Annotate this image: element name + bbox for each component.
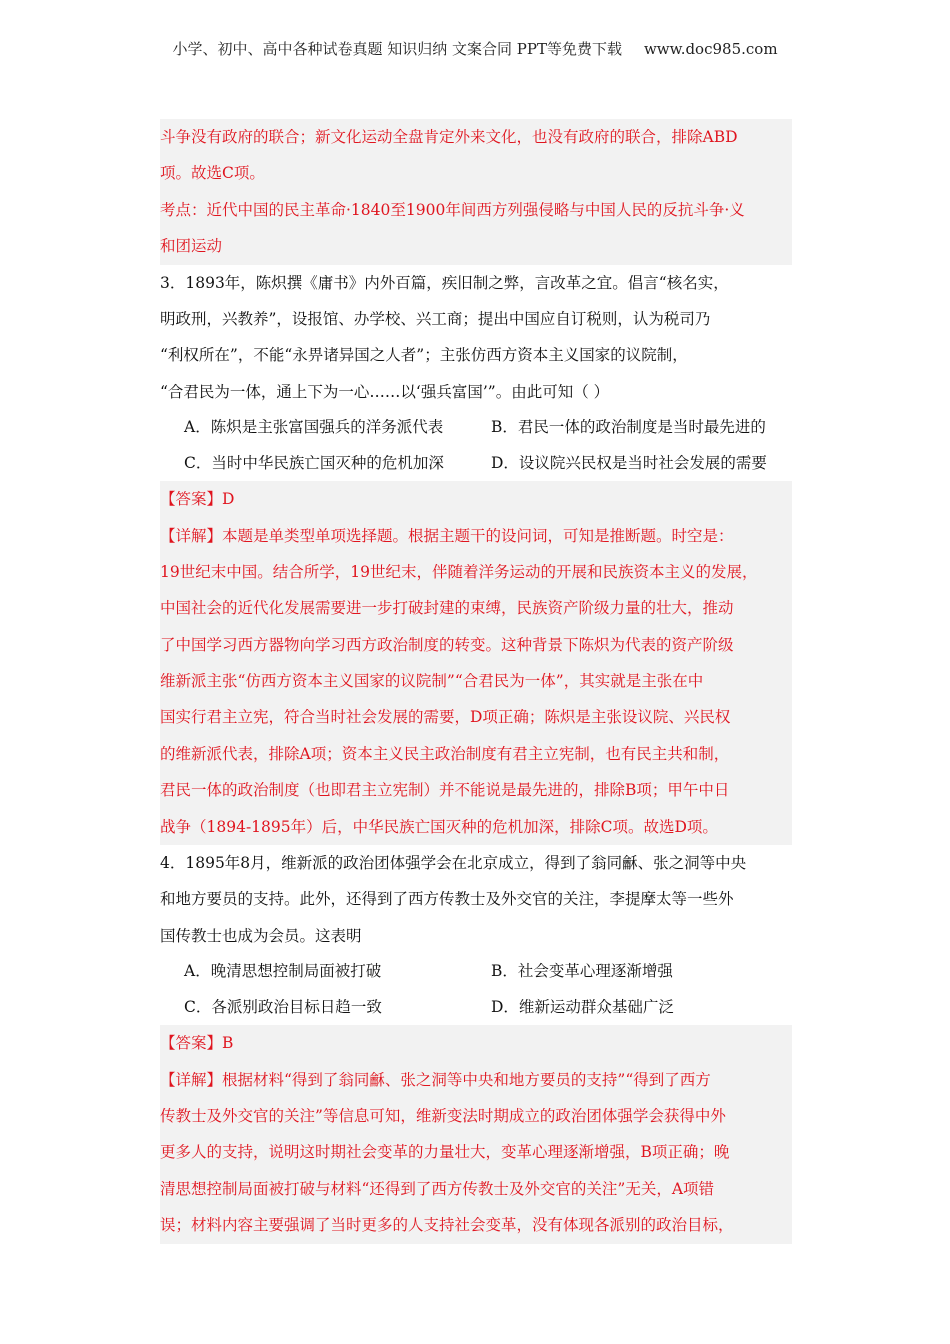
answer-block-3	[160, 481, 792, 845]
option-a: A．晚清思想控制局面被打破	[184, 962, 382, 981]
detail-line: 的维新派代表，排除A项；资本主义民主政治制度有君主立宪制，也有民主共和制，	[160, 744, 730, 763]
detail-line: 国实行君主立宪，符合当时社会发展的需要，D项正确；陈炽是主张设议院、兴民权	[160, 708, 731, 727]
header-text: 小学、初中、高中各种试卷真题 知识归纳 文案合同 PPT等免费下载	[172, 40, 622, 58]
question-line: “合君民为一体，通上下为一心……以‘强兵富国’”。由此可知（ ）	[160, 382, 610, 401]
options-row	[160, 446, 792, 482]
option-a: A．陈炽是主张富国强兵的洋务派代表	[184, 418, 444, 437]
question-line: 和地方要员的支持。此外，还得到了西方传教士及外交官的关注，李提摩太等一些外	[160, 890, 734, 909]
text-line: 考点：近代中国的民主革命·1840至1900年间西方列强侵略与中国人民的反抗斗争·义	[160, 200, 745, 219]
text-line: 斗争没有政府的联合；新文化运动全盘肯定外来文化，也没有政府的联合，排除ABD	[160, 128, 738, 146]
question-line: 国传教士也成为会员。这表明	[160, 926, 362, 945]
options-row	[160, 990, 792, 1026]
question-line: 3．1893年，陈炽撰《庸书》内外百篇，疾旧制之弊，言改革之宜。倡言“核名实，	[160, 273, 729, 292]
text-line: 和团运动	[160, 237, 223, 256]
answer-label: 【答案】	[160, 490, 223, 509]
option-b: B．社会变革心理逐渐增强	[491, 962, 673, 981]
detail-line: 误；材料内容主要强调了当时更多的人支持社会变革，没有体现各派别的政治目标，	[160, 1216, 734, 1235]
detail-line: 中国社会的近代化发展需要进一步打破封建的束缚，民族资产阶级力量的壮大，推动	[160, 599, 734, 618]
question-line: 明政刑，兴教养”，设报馆、办学校、兴工商；提出中国应自订税则，认为税司乃	[160, 309, 711, 328]
question-line: 4．1895年8月，维新派的政治团体强学会在北京成立，得到了翁同龢、张之洞等中央	[160, 854, 747, 873]
answer-value: D	[222, 490, 235, 509]
detail-line: 传教士及外交官的关注”等信息可知，维新变法时期成立的政治团体强学会获得中外	[160, 1106, 726, 1125]
question-line: “利权所在”，不能“永畀诸异国之人者”；主张仿西方资本主义国家的议院制，	[160, 346, 688, 365]
answer-line	[160, 1025, 792, 1061]
detail-line: 清思想控制局面被打破与材料“还得到了西方传教士及外交官的关注”无关，A项错	[160, 1179, 715, 1198]
detail-line: 了中国学习西方器物向学习西方政治制度的转变。这种背景下陈炽为代表的资产阶级	[160, 635, 734, 654]
options-row	[160, 410, 792, 446]
answer-block-4	[160, 1025, 792, 1243]
option-b: B．君民一体的政治制度是当时最先进的	[491, 418, 766, 437]
detail-line: 【详解】本题是单类型单项选择题。根据主题干的设问词，可知是推断题。时空是：	[160, 526, 734, 545]
detail-line: 19世纪末中国。结合所学，19世纪末，伴随着洋务运动的开展和民族资本主义的发展，	[160, 562, 758, 581]
text-line: 项。故选C项。	[160, 164, 265, 183]
options-row	[160, 954, 792, 990]
question-4	[160, 845, 792, 1025]
document-body	[160, 115, 792, 1244]
answer-label: 【答案】	[160, 1034, 223, 1053]
option-d: D．维新运动群众基础广泛	[491, 997, 674, 1016]
option-c: C．各派别政治目标日趋一致	[184, 997, 382, 1016]
answer-value: B	[222, 1034, 234, 1053]
option-d: D．设议院兴民权是当时社会发展的需要	[491, 453, 767, 472]
detail-line: 【详解】根据材料“得到了翁同龢、张之洞等中央和地方要员的支持”“得到了西方	[160, 1070, 711, 1089]
previous-answer-block	[160, 119, 792, 265]
page-header	[0, 38, 950, 59]
header-url[interactable]: www.doc985.com	[643, 40, 778, 58]
option-c: C．当时中华民族亡国灭种的危机加深	[184, 453, 444, 472]
detail-line: 君民一体的政治制度（也即君主立宪制）并不能说是最先进的，排除B项；甲午中日	[160, 781, 730, 800]
detail-line: 维新派主张“仿西方资本主义国家的议院制”“合君民为一体”，其实就是主张在中	[160, 672, 704, 691]
detail-line: 战争（1894-1895年）后，中华民族亡国灭种的危机加深，排除C项。故选D项。	[160, 817, 718, 836]
question-3	[160, 265, 792, 482]
detail-line: 更多人的支持，说明这时期社会变革的力量壮大，变革心理逐渐增强，B项正确；晚	[160, 1143, 730, 1162]
answer-line	[160, 481, 792, 517]
